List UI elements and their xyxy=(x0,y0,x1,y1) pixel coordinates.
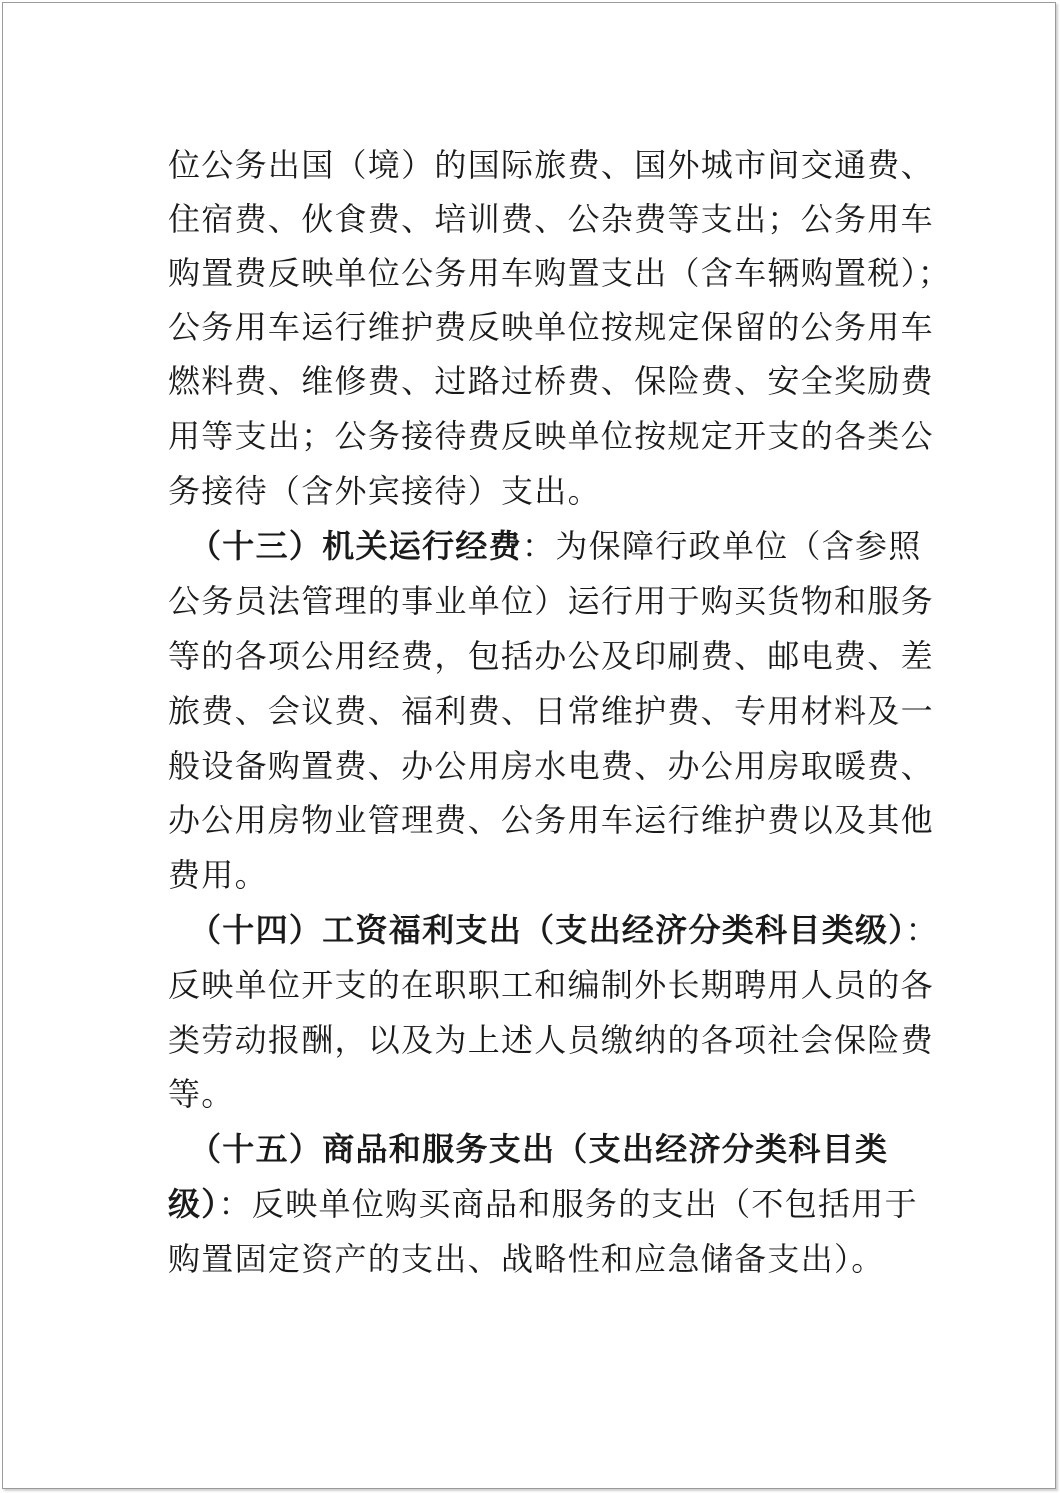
section-heading-15 xyxy=(189,1129,888,1169)
heading-bold: （十四）工资福利支出（支出经济分类科目类级） xyxy=(189,911,906,949)
section-heading-14: （十四）工资福利支出（支出经济分类科目类级）： xyxy=(189,911,939,949)
text-line: 反映单位开支的在职职工和编制外长期聘用人员的各 xyxy=(168,966,934,1004)
text-line: 级）：反映单位购买商品和服务的支出（不包括用于 xyxy=(168,1185,918,1223)
text-line: 燃料费、维修费、过路过桥费、保险费、安全奖励费 xyxy=(168,362,934,400)
document-page xyxy=(2,2,1056,1489)
heading-bold: 级） xyxy=(168,1185,219,1223)
text-line: 等。 xyxy=(168,1075,235,1113)
text-line: 购置费反映单位公务用车购置支出（含车辆购置税）； xyxy=(168,254,952,292)
text-line: 费用。 xyxy=(168,856,268,894)
heading-bold: （十五）商品和服务支出（支出经济分类科目类 xyxy=(189,1130,889,1168)
text-line: 位公务出国（境）的国际旅费、国外城市间交通费、 xyxy=(168,146,934,184)
text-line: 类劳动报酬，以及为上述人员缴纳的各项社会保险费 xyxy=(168,1021,934,1059)
text-line: 购置固定资产的支出、战略性和应急储备支出）。 xyxy=(168,1240,885,1278)
text-line: 旅费、会议费、福利费、日常维护费、专用材料及一 xyxy=(168,692,934,730)
heading-bold: （十三）机关运行经费 xyxy=(189,527,523,565)
text-line: 等的各项公用经费，包括办公及印刷费、邮电费、差 xyxy=(168,637,934,675)
text-line: 公务员法管理的事业单位）运行用于购买货物和服务 xyxy=(168,582,934,620)
text-line: 公务用车运行维护费反映单位按规定保留的公务用车 xyxy=(168,308,934,346)
text-line: 务接待（含外宾接待）支出。 xyxy=(168,472,601,510)
text-line: 办公用房物业管理费、公务用车运行维护费以及其他 xyxy=(168,801,934,839)
text-line: 用等支出；公务接待费反映单位按规定开支的各类公 xyxy=(168,417,934,455)
text-line: 住宿费、伙食费、培训费、公杂费等支出；公务用车 xyxy=(168,200,934,238)
text-line: 般设备购置费、办公用房水电费、办公用房取暖费、 xyxy=(168,747,934,785)
section-heading-13: （十三）机关运行经费：为保障行政单位（含参照 xyxy=(189,527,922,565)
